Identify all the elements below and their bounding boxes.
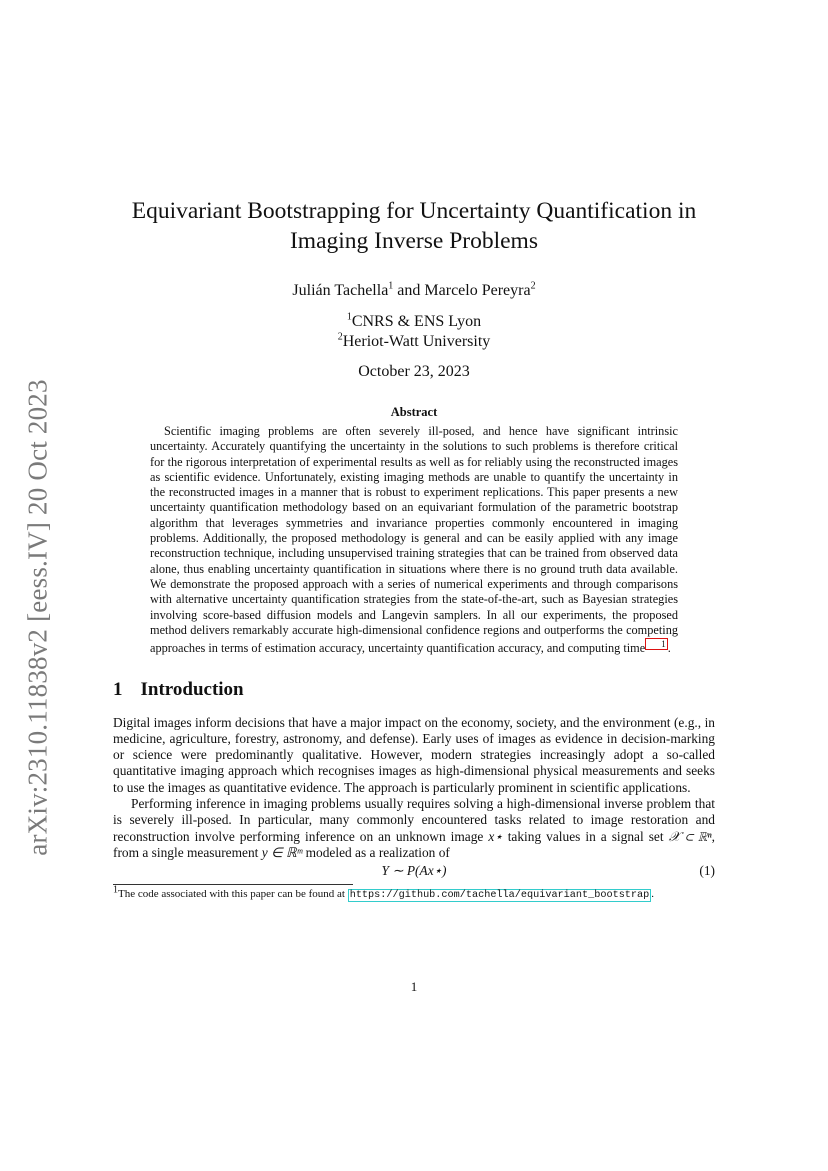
- paper-title: Equivariant Bootstrapping for Uncertainty Quantification in Imaging Inverse Problems: [131, 198, 697, 254]
- author-1-affil-mark: 1: [388, 280, 394, 292]
- footnote-text: The code associated with this paper can be found at: [118, 888, 348, 901]
- footnote: [113, 884, 715, 902]
- math-measurement: y ∈ ℝᵐ: [261, 844, 303, 860]
- author-line: [113, 282, 715, 300]
- equation-1: [113, 863, 715, 880]
- author-2-affil-mark: 2: [530, 280, 536, 292]
- page-number: 1: [410, 979, 418, 994]
- abstract-end: .: [667, 641, 671, 656]
- equation-number: (1): [699, 863, 715, 879]
- introduction-body: [113, 715, 715, 862]
- paragraph-2: [113, 796, 715, 861]
- paragraph-2-text-d: modeled as a realization of: [302, 844, 450, 860]
- footnote-divider: [113, 884, 353, 885]
- abstract-heading: Abstract: [390, 405, 438, 419]
- abstract-text: Scientific imaging problems are often severely ill-posed, and hence have significant intrinsic uncertainty. Accurately quantifying the uncertainty in the solutions to such problems is therefore critical for the rigorous interpretation of experimental results as well as for reliably using the reconstructed images as scientific evidence. Unfortunately, existing imaging methods are unable to quantify the uncertainty in the reconstructed images in a manner that is robust to experiment replications. This paper presents a new uncertainty quantification methodology based on an equivariant formulation of the parametric bootstrap algorithm that leverages symmetries and invariance properties commonly encountered in imaging problems. Additionally, the proposed methodology is general and can be easily applied with any image reconstruction technique, including unsupervised training strategies that can be trained from observed data alone, thus enabling uncertainty quantification in situations where there is no ground truth data available. We demonstrate the proposed approach with a series of numerical experiments and through comparisons with alternative uncertainty quantification strategies from the state-of-the-art, such as Bayesian strategies involving score-based diffusion models and Langevin samplers. In all our experiments, the proposed method delivers remarkably accurate high-dimensional confidence regions and outperforms the competing approaches in terms of estimation accuracy, uncertainty quantification accuracy, and computing time: [150, 424, 678, 656]
- author-conjunction: and: [393, 282, 425, 299]
- equation-expression: Y ∼ P(Ax⋆): [381, 863, 447, 879]
- paragraph-2-text-c: , from a single measurement: [113, 828, 715, 860]
- affiliation-1-mark: 1: [346, 311, 352, 323]
- abstract-body: [150, 424, 678, 657]
- affiliation-1: [113, 312, 715, 332]
- affiliation-2: [113, 332, 715, 352]
- footnote-link[interactable]: 1: [645, 638, 668, 650]
- math-signal-set: 𝒳 ⊂ ℝⁿ: [668, 828, 712, 844]
- affiliation-2-name: Heriot-Watt University: [342, 333, 491, 350]
- paragraph-1: Digital images inform decisions that have a major impact on the economy, society, and the environment (e.g., in medicine, agriculture, forestry, astronomy, and defense). Early uses of images as evidence in decision-marking or science were predominantly qualitative. However, modern strategies increasingly adopt a so-called quantitative imaging approach which recognises images as high-dimensional physical measurements and seeks to use the images as quantitative evidence. The approach is particularly prominent in scientific applications.: [113, 714, 715, 795]
- footnote-mark: 1: [113, 884, 118, 896]
- paper-date: October 23, 2023: [358, 363, 470, 380]
- affiliations: [113, 312, 715, 352]
- footnote-end: .: [651, 888, 655, 901]
- arxiv-identifier: arXiv:2310.11838v2 [eess.IV] 20 Oct 2023: [22, 379, 53, 856]
- paper-page: [113, 196, 715, 901]
- affiliation-2-mark: 2: [337, 331, 343, 343]
- section-number: 1: [113, 678, 123, 700]
- author-2: Marcelo Pereyra: [424, 282, 531, 299]
- arxiv-identifier-stamp: [18, 365, 58, 870]
- paragraph-2-text-a: Performing inference in imaging problems usually requires solving a high-dimensional inverse problem that is severely ill-posed. In particular, many commonly encountered tasks related to image restoration and reconstruction involve performing inference on an unknown image: [113, 796, 715, 844]
- section-title: Introduction: [140, 678, 244, 700]
- affiliation-1-name: CNRS & ENS Lyon: [351, 313, 482, 330]
- section-heading: [113, 679, 715, 701]
- math-x-star: x⋆: [488, 828, 503, 844]
- footnote-url-link[interactable]: https://github.com/tachella/equivariant_bootstrap: [349, 890, 650, 902]
- author-1: Julián Tachella: [292, 282, 389, 299]
- paragraph-2-text-b: taking values in a signal set: [502, 828, 669, 844]
